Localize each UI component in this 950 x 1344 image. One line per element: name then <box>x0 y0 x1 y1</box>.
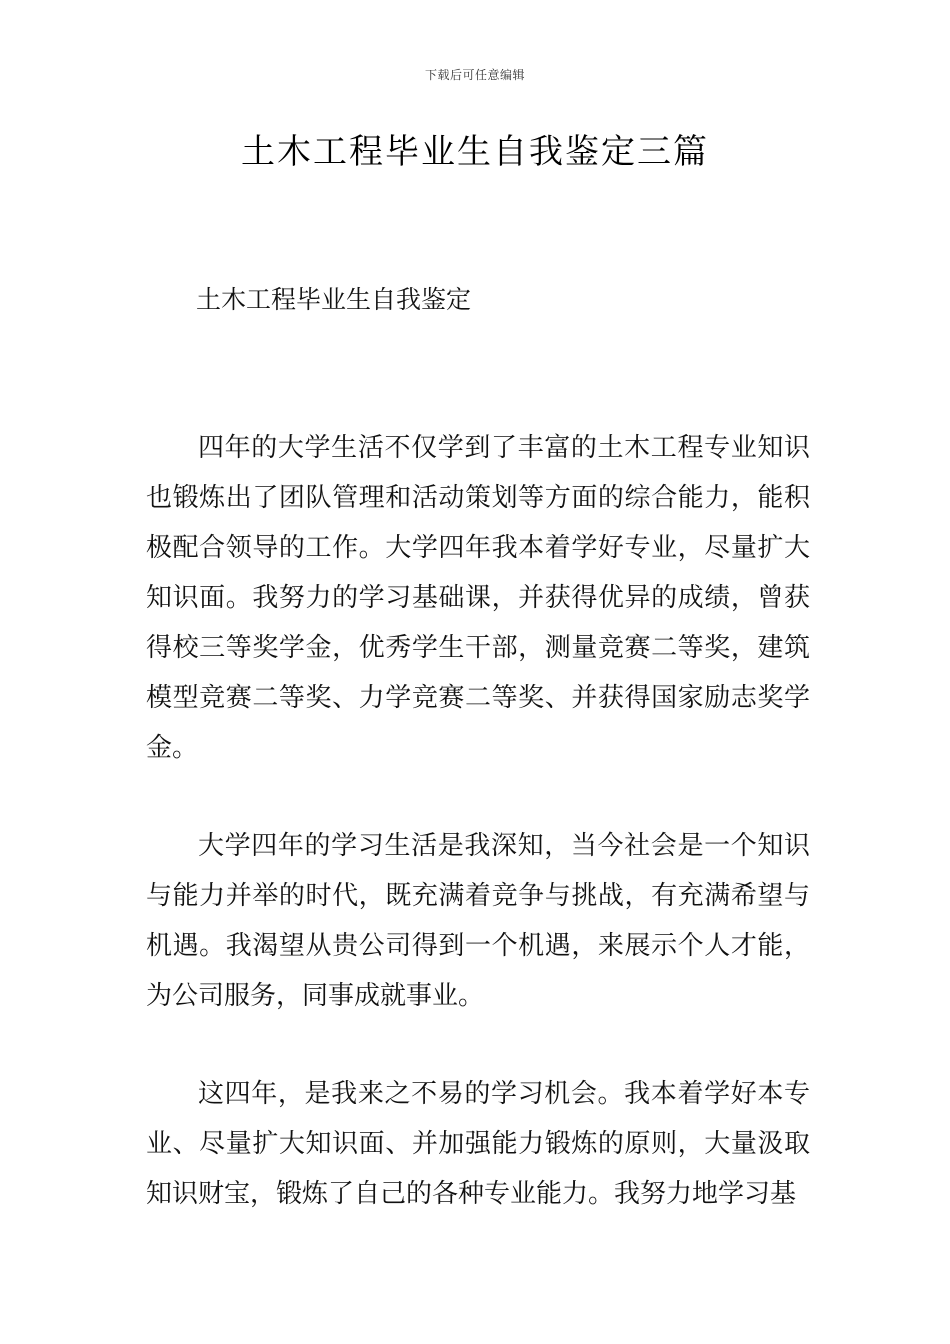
document-title: 土木工程毕业生自我鉴定三篇 <box>241 132 709 172</box>
body-paragraph: 这四年，是我来之不易的学习机会。我本着学好本专业、尽量扩大知识面、并加强能力锻炼的原则，大量汲取知识财宝，锻炼了自己的各种专业能力。我努力地学习基 <box>146 1079 810 1209</box>
body-paragraph: 大学四年的学习生活是我深知，当今社会是一个知识与能力并举的时代，既充满着竞争与挑战，有充满希望与机遇。我渴望从贵公司得到一个机遇，来展示个人才能，为公司服务，同事成就事业。 <box>146 831 810 1011</box>
header-note: 下载后可任意编辑 <box>424 68 525 82</box>
section-subtitle: 土木工程毕业生自我鉴定 <box>196 285 472 314</box>
body-paragraph: 四年的大学生活不仅学到了丰富的土木工程专业知识也锻炼出了团队管理和活动策划等方面的综合能力，能积极配合领导的工作。大学四年我本着学好专业，尽量扩大知识面。我努力的学习基础课，并获得优异的成绩，曾获得校三等奖学金，优秀学生干部，测量竞赛二等奖，建筑模型竞赛二等奖、力学竞赛二等奖、并获得国家励志奖学金。 <box>146 433 810 763</box>
